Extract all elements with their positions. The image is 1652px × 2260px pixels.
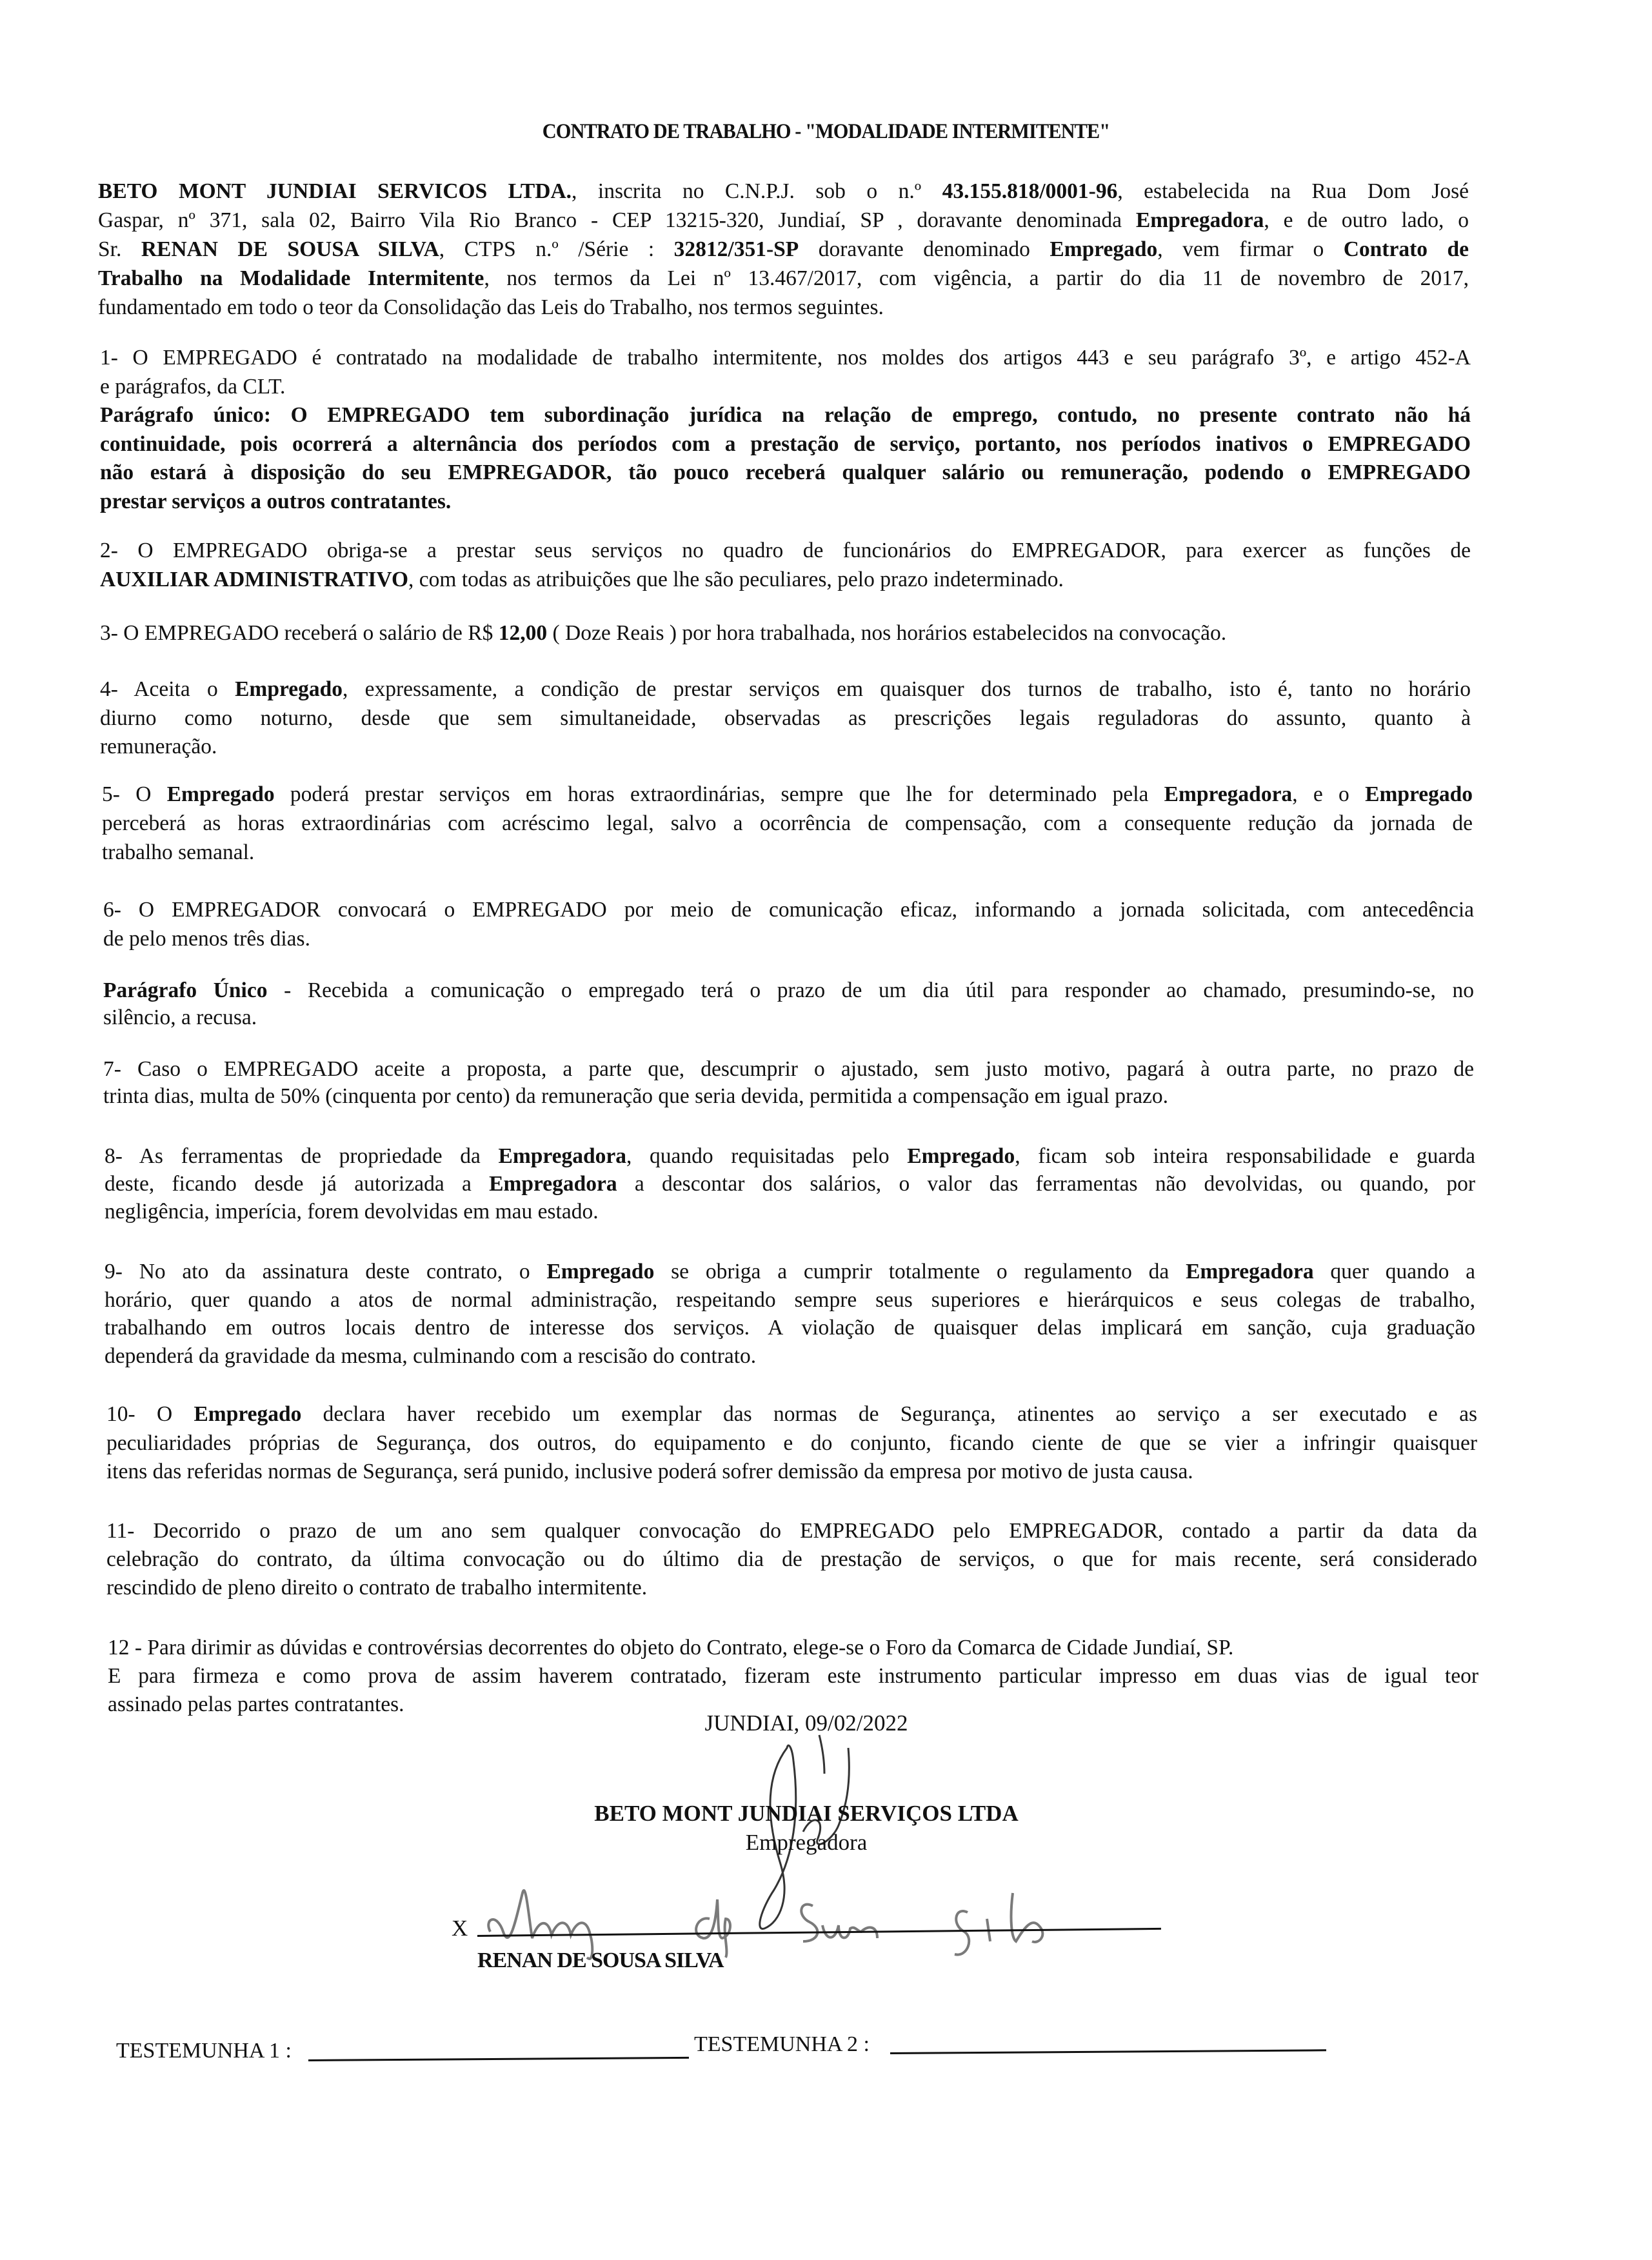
text: celebração do contrato, da última convocação ou do último dia de prestação de serviços, o que for mais recente, será considerado bbox=[106, 1547, 1477, 1571]
text-line bbox=[104, 1198, 599, 1226]
text-line bbox=[100, 488, 451, 516]
text-line bbox=[104, 1258, 1475, 1286]
text-line bbox=[98, 206, 1469, 235]
text: fundamentado em todo o teor da Consolidação das Leis do Trabalho, nos termos seguintes. bbox=[98, 295, 884, 319]
text-line bbox=[104, 1314, 1475, 1342]
text: dependerá da gravidade da mesma, culminando com a rescisão do contrato. bbox=[104, 1343, 757, 1368]
bold-text: Empregado bbox=[546, 1260, 655, 1284]
text: diurno como noturno, desde que sem simultaneidade, observadas as prescrições legais reguladoras do assunto, quanto à bbox=[100, 706, 1471, 730]
text: , estabelecida na Rua Dom José bbox=[1117, 179, 1469, 203]
text: E para firmeza e como prova de assim haverem contratado, fizeram este instrumento particular impresso em duas vias de igual teor bbox=[108, 1664, 1478, 1688]
text: e parágrafos, da CLT. bbox=[100, 374, 286, 399]
text: 1- O EMPREGADO é contratado na modalidade de trabalho intermitente, nos moldes dos artigos 443 e seu parágrafo 3º, e artigo 452-A bbox=[100, 346, 1471, 370]
text: horário, quer quando a atos de normal administração, respeitando sempre seus superiores e hierárquicos e seus colegas de trabalho, bbox=[104, 1287, 1475, 1312]
text: 7- Caso o EMPREGADO aceite a proposta, a parte que, descumprir o ajustado, sem justo motivo, pagará à outra parte, no prazo de bbox=[103, 1057, 1474, 1081]
text: 11- Decorrido o prazo de um ano sem qualquer convocação do EMPREGADO pelo EMPREGADOR, contado a partir da data da bbox=[106, 1519, 1477, 1543]
text-line bbox=[106, 1545, 1477, 1574]
bold-text: Empregadora bbox=[1164, 782, 1293, 806]
text: 4- Aceita o bbox=[100, 677, 235, 701]
text-line bbox=[102, 838, 254, 867]
text-line bbox=[103, 1004, 257, 1032]
text: doravante denominado bbox=[799, 237, 1050, 261]
text: rescindido de pleno direito o contrato de trabalho intermitente. bbox=[106, 1576, 648, 1600]
document-title: CONTRATO DE TRABALHO - "MODALIDADE INTERMITENTE" bbox=[542, 120, 1110, 143]
text-line bbox=[98, 293, 884, 322]
text: 10- O bbox=[106, 1402, 194, 1426]
text: , e o bbox=[1292, 782, 1366, 806]
text: 9- No ato da assinatura deste contrato, o bbox=[104, 1260, 547, 1284]
bold-text: Empregado bbox=[166, 782, 275, 806]
text: , quando requisitadas pelo bbox=[626, 1144, 908, 1168]
text: trinta dias, multa de 50% (cinquenta por cento) da remuneração que seria devida, permitida a compensação em igual prazo. bbox=[103, 1084, 1169, 1108]
bold-text: RENAN DE SOUSA SILVA bbox=[141, 237, 439, 261]
text: itens das referidas normas de Segurança, será punido, inclusive poderá sofrer demissão da empresa por motivo de justa causa. bbox=[106, 1460, 1193, 1483]
text: negligência, imperícia, forem devolvidas em mau estado. bbox=[104, 1200, 599, 1224]
text-line bbox=[104, 1342, 756, 1371]
text-line bbox=[100, 430, 1471, 459]
bold-text: Parágrafo Único bbox=[103, 978, 268, 1002]
text-line bbox=[98, 177, 1469, 206]
bold-text: 43.155.818/0001-96 bbox=[942, 179, 1118, 203]
text-line bbox=[104, 1142, 1475, 1171]
text-line bbox=[104, 1286, 1475, 1314]
text-line bbox=[106, 1458, 1193, 1486]
bold-text: BETO MONT JUNDIAI SERVICOS LTDA. bbox=[98, 179, 572, 203]
employer-role: Empregadora bbox=[745, 1830, 868, 1855]
text-line bbox=[100, 619, 1226, 648]
text: peculiaridades próprias de Segurança, dos outros, do equipamento e do conjunto, ficando ciente de que se vier a infringir quaisquer bbox=[106, 1431, 1477, 1455]
bold-text: Empregadora bbox=[498, 1144, 627, 1168]
text-line bbox=[103, 976, 1474, 1005]
text-line bbox=[102, 780, 1473, 809]
text: , ficam sob inteira responsabilidade e guarda bbox=[1015, 1144, 1475, 1168]
text-line bbox=[100, 733, 217, 761]
text: a descontar dos salários, o valor das ferramentas não devolvidas, ou quando, por bbox=[617, 1172, 1475, 1196]
text: , com todas as atribuições que lhe são peculiares, pelo prazo indeterminado. bbox=[408, 568, 1064, 591]
text: ( Doze Reais ) por hora trabalhada, nos horários estabelecidos na convocação. bbox=[547, 621, 1227, 645]
text: 3- O EMPREGADO receberá o salário de R$ bbox=[100, 621, 499, 645]
bold-text: Empregadora bbox=[489, 1172, 617, 1196]
bold-text: Empregado bbox=[1365, 782, 1473, 806]
employer-company-name: BETO MONT JUNDIAI SERVIÇOS LTDA bbox=[594, 1801, 1019, 1826]
witness-2-label: TESTEMUNHA 2 : bbox=[694, 2032, 870, 2056]
text-line bbox=[108, 1662, 1478, 1690]
bold-text: Contrato de bbox=[1343, 237, 1469, 261]
text: quer quando a bbox=[1313, 1260, 1475, 1284]
text: , CTPS n.º /Série : bbox=[439, 237, 674, 261]
text-line bbox=[106, 1400, 1477, 1429]
bold-text: Parágrafo único: bbox=[100, 403, 291, 427]
bold-text: Empregado bbox=[1050, 237, 1158, 261]
text: assinado pelas partes contratantes. bbox=[108, 1692, 404, 1716]
text: 5- O bbox=[102, 782, 167, 806]
bold-text: Empregado bbox=[194, 1402, 302, 1426]
text-line bbox=[103, 896, 1474, 924]
text: silêncio, a recusa. bbox=[103, 1006, 257, 1029]
text: perceberá as horas extraordinárias com acréscimo legal, salvo a ocorrência de compensação, com a consequente redução da jornada de bbox=[102, 811, 1473, 835]
bold-text: prestar serviços a outros contratantes. bbox=[100, 489, 452, 513]
place-date: JUNDIAI, 09/02/2022 bbox=[704, 1710, 908, 1736]
text-line bbox=[100, 704, 1471, 733]
bold-text: Trabalho na Modalidade Intermitente bbox=[98, 266, 484, 290]
text: remuneração. bbox=[100, 735, 217, 758]
text: , expressamente, a condição de prestar serviços em quaisquer dos turnos de trabalho, isto é, tanto no horário bbox=[342, 677, 1471, 701]
text: se obriga a cumprir totalmente o regulamento da bbox=[654, 1260, 1186, 1284]
text: , vem firmar o bbox=[1157, 237, 1344, 261]
text-line bbox=[100, 459, 1471, 487]
text: 6- O EMPREGADOR convocará o EMPREGADO por meio de comunicação eficaz, informando a jornada solicitada, com antecedência bbox=[103, 898, 1474, 922]
signature-marker: X bbox=[452, 1916, 468, 1941]
text-line bbox=[108, 1690, 404, 1719]
text: Sr. bbox=[98, 237, 141, 261]
witness-1-signature-line[interactable] bbox=[308, 2057, 689, 2061]
bold-text: Empregado bbox=[907, 1144, 1015, 1168]
text: 12 - Para dirimir as dúvidas e controvérsias decorrentes do objeto do Contrato, elege-se o Foro da Comarca de Cidade Jundiaí, SP. bbox=[108, 1636, 1234, 1660]
bold-text: Empregadora bbox=[1135, 208, 1264, 232]
text-line bbox=[106, 1429, 1477, 1458]
text: Gaspar, nº 371, sala 02, Bairro Vila Rio Branco - CEP 13215-320, Jundiaí, SP , doravante denominada bbox=[98, 208, 1136, 232]
bold-text: continuidade, pois ocorrerá a alternância dos períodos com a prestação de serviço, portanto, nos períodos inativos o EMPREGADO bbox=[100, 431, 1471, 456]
witness-2-signature-line[interactable] bbox=[890, 2049, 1326, 2054]
text-line bbox=[103, 1082, 1168, 1111]
text-line bbox=[98, 264, 1469, 293]
bold-text: 32812/351-SP bbox=[673, 237, 799, 261]
text-line bbox=[102, 809, 1473, 838]
bold-text: 12,00 bbox=[498, 621, 548, 645]
text-line bbox=[100, 401, 1471, 430]
text: , inscrita no C.N.P.J. sob o n.º bbox=[572, 179, 942, 203]
text-line bbox=[100, 373, 285, 401]
text-line bbox=[100, 675, 1471, 704]
bold-text: não estará à disposição do seu EMPREGADOR, tão pouco receberá qualquer salário ou remuneração, podendo o EMPREGADO bbox=[100, 461, 1471, 484]
text: , nos termos da Lei nº 13.467/2017, com vigência, a partir do dia 11 de novembro de 2017, bbox=[484, 266, 1469, 290]
text: - Recebida a comunicação o empregado terá o prazo de um dia útil para responder ao chamado, presumindo-se, no bbox=[267, 978, 1474, 1002]
text: 8- As ferramentas de propriedade da bbox=[104, 1144, 499, 1168]
text-line bbox=[98, 235, 1469, 264]
text-line bbox=[106, 1574, 647, 1602]
witness-1-label: TESTEMUNHA 1 : bbox=[116, 2039, 292, 2063]
text-line bbox=[106, 1517, 1477, 1545]
text-line bbox=[103, 1055, 1474, 1084]
text-line bbox=[104, 1170, 1475, 1198]
text-line bbox=[100, 537, 1471, 565]
text: poderá prestar serviços em horas extraordinárias, sempre que lhe for determinado pela bbox=[274, 782, 1164, 806]
text: de pelo menos três dias. bbox=[103, 927, 310, 951]
text-line bbox=[108, 1634, 1233, 1662]
text-line bbox=[100, 344, 1471, 372]
bold-text: Empregado bbox=[235, 677, 343, 701]
text: trabalho semanal. bbox=[102, 840, 255, 864]
text: 2- O EMPREGADO obriga-se a prestar seus serviços no quadro de funcionários do EMPREGADOR, para exercer as funções de bbox=[100, 539, 1471, 562]
text: , e de outro lado, o bbox=[1264, 208, 1469, 232]
text: declara haver recebido um exemplar das normas de Segurança, atinentes ao serviço a ser executado e as bbox=[301, 1402, 1477, 1426]
text: deste, ficando desde já autorizada a bbox=[104, 1172, 490, 1196]
text-line bbox=[103, 925, 310, 953]
text: trabalhando em outros locais dentro de interesse dos serviços. A violação de quaisquer delas implicará em sanção, cuja graduação bbox=[104, 1316, 1475, 1340]
bold-text: AUXILIAR ADMINISTRATIVO bbox=[100, 568, 409, 591]
bold-text: Empregadora bbox=[1186, 1260, 1314, 1284]
bold-text: O EMPREGADO tem subordinação jurídica na relação de emprego, contudo, no presente contrato não há bbox=[290, 403, 1471, 427]
text-line bbox=[100, 566, 1064, 594]
employee-name: RENAN DE SOUSA SILVA bbox=[477, 1948, 724, 1972]
